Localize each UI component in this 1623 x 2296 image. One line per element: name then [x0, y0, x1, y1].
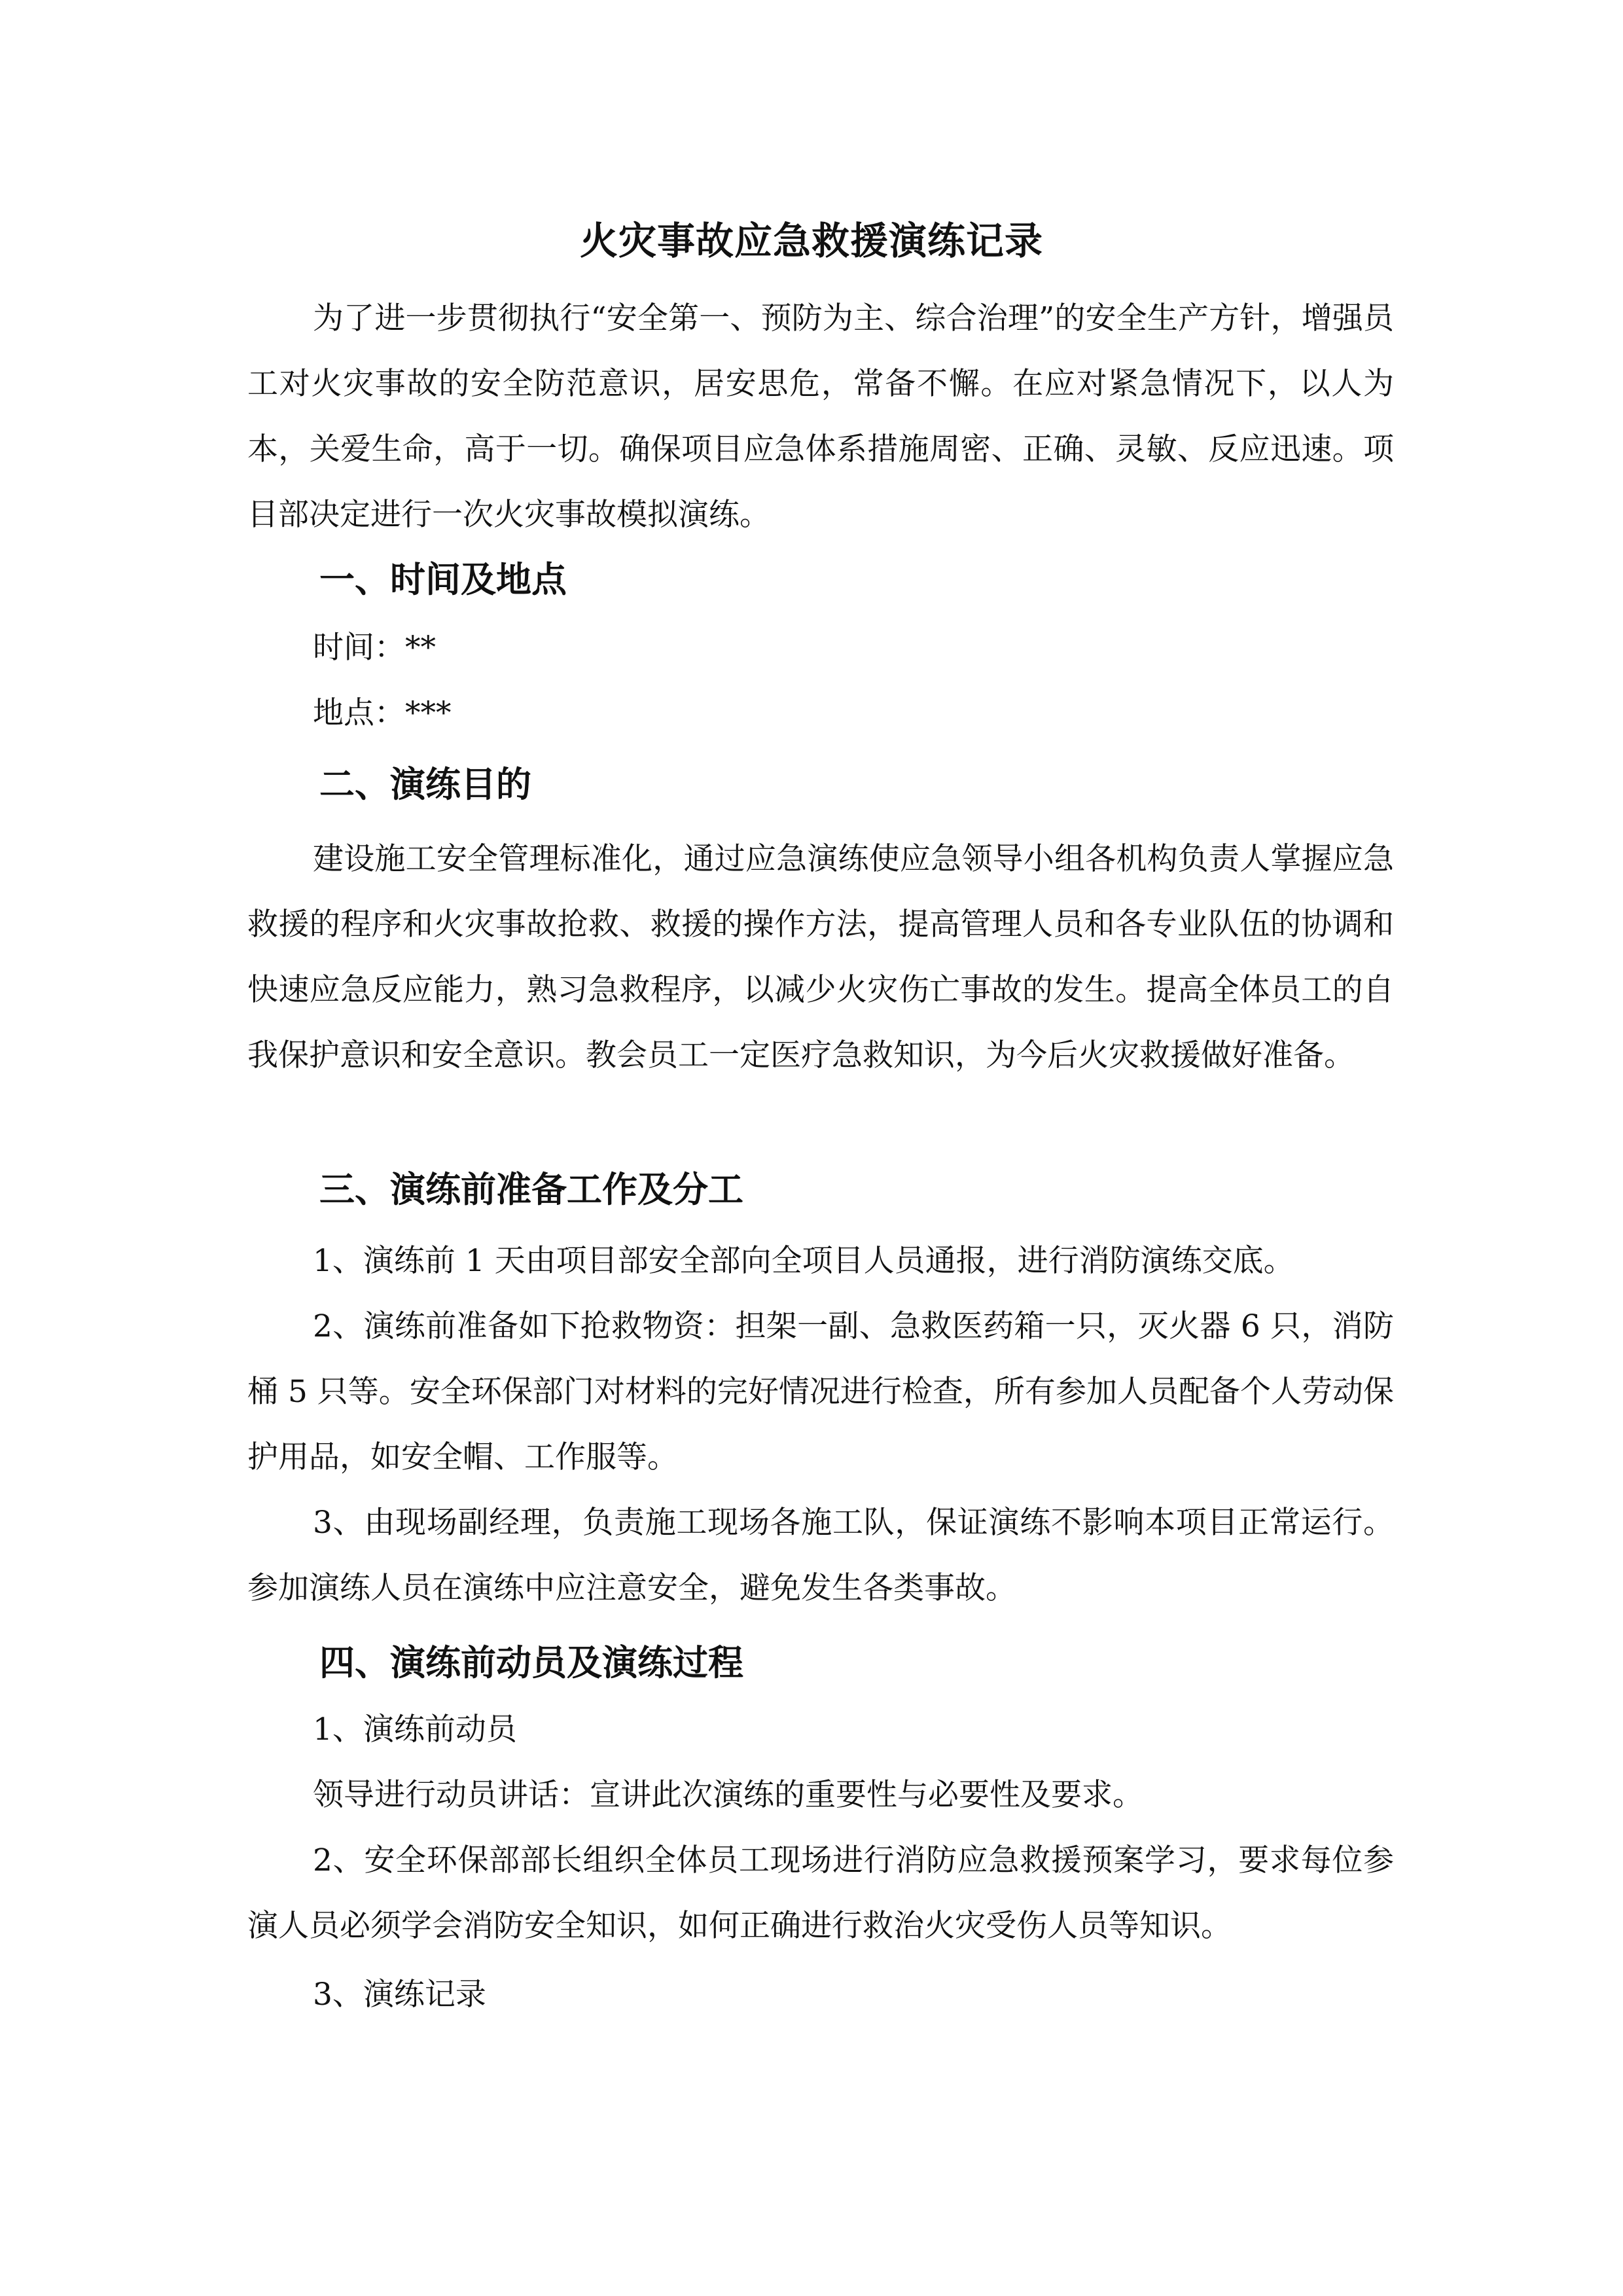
intro-paragraph: 为了进一步贯彻执行“安全第一、预防为主、综合治理”的安全生产方针，增强员工对火灾事故的安全防范意识，居安思危，常备不懈。在应对紧急情况下，以人为本，关爱生命，高于一切。确保项目应急体系措施周密、正确、灵敏、反应迅速。项目部决定进行一次火灾事故模拟演练。	[247, 300, 1394, 533]
section-2-body: 建设施工安全管理标准化，通过应急演练使应急领导小组各机构负责人掌握应急救援的程序和火灾事故抢救、救援的操作方法，提高管理人员和各专业队伍的协调和快速应急反应能力，熟习急救程序，以减少火灾伤亡事故的发生。提高全体员工的自我保护意识和安全意识。教会员工一定医疗急救知识，为今后火灾救援做好准备。	[247, 841, 1394, 1073]
section-4-item-3: 3、演练记录	[313, 1977, 486, 2013]
section-3-item-1: 1、演练前 1 天由项目部安全部向全项目人员通报，进行消防演练交底。	[313, 1243, 1294, 1279]
section-4-heading: 四、演练前动员及演练过程	[319, 1641, 743, 1683]
section-4-item-1-body: 领导进行动员讲话：宣讲此次演练的重要性与必要性及要求。	[313, 1777, 1143, 1813]
section-1-heading: 一、时间及地点	[319, 558, 567, 600]
section-3-item-3: 3、由现场副经理，负责施工现场各施工队，保证演练不影响本项目正常运行。参加演练人员在演练中应注意安全，避免发生各类事故。	[247, 1505, 1394, 1606]
section-3-item-2: 2、演练前准备如下抢救物资：担架一副、急救医药箱一只，灭火器 6 只，消防桶 5 只等。安全环保部门对材料的完好情况进行检查，所有参加人员配备个人劳动保护用品，如安全帽、工作服等。	[247, 1308, 1394, 1475]
section-2-heading: 二、演练目的	[319, 763, 531, 805]
document-title: 火灾事故应急救援演练记录	[579, 219, 1043, 263]
section-3-heading: 三、演练前准备工作及分工	[319, 1168, 743, 1210]
time-line: 时间：**	[313, 630, 436, 666]
place-line: 地点：***	[313, 695, 452, 731]
section-4-item-2: 2、安全环保部部长组织全体员工现场进行消防应急救援预案学习，要求每位参演人员必须学会消防安全知识，如何正确进行救治火灾受伤人员等知识。	[247, 1842, 1394, 1944]
section-4-item-1: 1、演练前动员	[313, 1712, 517, 1748]
